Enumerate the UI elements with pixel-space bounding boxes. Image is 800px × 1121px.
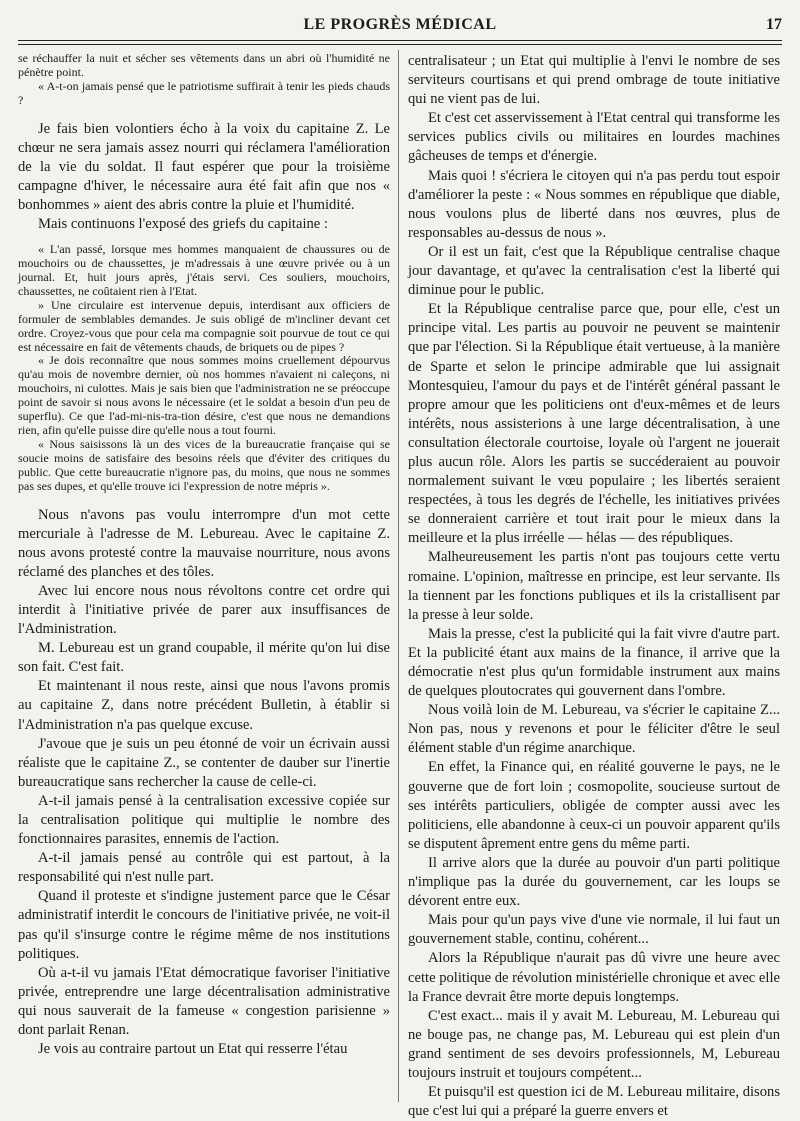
column-divider [398, 50, 399, 1102]
journal-title: LE PROGRÈS MÉDICAL [303, 16, 497, 33]
paragraph: Et puisqu'il est question ici de M. Lebureau militaire, disons que c'est lui qui a préparé la guerre envers et [408, 1084, 780, 1120]
header-rule-thin [18, 44, 782, 45]
paragraph: M. Lebureau est un grand coupable, il mérite qu'on lui dise son fait. C'est fait. [18, 640, 390, 676]
paragraph: Où a-t-il vu jamais l'Etat démocratique favoriser l'initiative privée, entreprendre une large décentralisation administrative qui nous sauverait de la fameuse « congestion parisienne » dont parlait Renan. [18, 964, 390, 1039]
paragraph: centralisateur ; un Etat qui multiplie à l'envi le nombre de ses serviteurs courtisans et qui prend ombrage de toute initiative qui ne vient pas de lui. [408, 53, 780, 108]
paragraph: Or il est un fait, c'est que la République centralise chaque jour davantage, et qu'avec la centralisation c'est la liberté qui diminue pour le public. [408, 243, 780, 299]
paragraph: « Je dois reconnaître que nous sommes moins cruellement dépourvus qu'au mois de novembre dernier, où nos hommes n'avaient ni caleçons, ni mouchoirs, ni culottes. Mais je sais bien que l'administration ne se préoccupe point de savoir si nous avons le nécessaire (et le soldat a besoin d'un peu de superflu). Ce que l'ad-mi-nis-tra-tion désire, c'est que nous ne demandions rien, afin qu'elle puisse dire qu'elle nous a tout fourni. [18, 353, 390, 437]
paragraph: Et maintenant il nous reste, ainsi que nous l'avons promis au capitaine Z, dans notre précédent Bulletin, à établir si l'Administration n'a pas quelque excuse. [18, 678, 390, 733]
left-column [18, 52, 390, 1104]
paragraph: « Nous saisissons là un des vices de la bureaucratie française qui se soucie moins de satisfaire des besoins réels que d'éviter des critiques du public. Que cette bureaucratie n'ignore pas, du moins, que nous ne sommes pas ses dupes, et qu'elle trouve ici l'expression de notre mépris ». [18, 436, 390, 493]
page-number: 17 [766, 16, 782, 33]
paragraph: A-t-il jamais pensé à la centralisation excessive copiée sur la centralisation politique qui multiplie le nombre des fonctionnaires parasites, ennemis de l'action. [18, 792, 390, 848]
paragraph: Je fais bien volontiers écho à la voix du capitaine Z. Le chœur ne sera jamais assez nourri qui réclamera l'amélioration de la vie du soldat. Il faut espérer que pour la troisième campagne d'hiver, le nécessaire aura été fait afin que nos « bonhommes » aient des abris contre la pluie et l'humidité. [18, 120, 390, 213]
page-header [18, 14, 782, 40]
paragraph: se réchauffer la nuit et sécher ses vêtements dans un abri où l'humidité ne pénètre point. [18, 51, 390, 79]
paragraph: Nous n'avons pas voulu interrompre d'un mot cette mercuriale à l'adresse de M. Lebureau. Avec le capitaine Z. nous avons protesté contre la mauvaise nourriture, nous avons réclamé des planches et des tôles. [18, 506, 390, 580]
paragraph: J'avoue que je suis un peu étonné de voir un écrivain aussi réaliste que le capitaine Z., se contenter de dauber sur l'inertie bureaucratique sans rechercher la cause de celle-ci. [18, 735, 390, 790]
paragraph: Mais continuons l'exposé des griefs du capitaine : [38, 216, 328, 233]
paragraph: Nous voilà loin de M. Lebureau, va s'écrier le capitaine Z... Non pas, nous y revenons et pour le féliciter d'être le seul élément stable d'un régime anarchique. [408, 702, 780, 757]
header-rule [18, 40, 782, 41]
paragraph: Avec lui encore nous nous révoltons contre cet ordre qui interdit à l'initiative privée de parer aux insuffisances de l'Administration. [18, 582, 390, 638]
paragraph: Il arrive alors que la durée au pouvoir d'un parti politique n'implique pas la durée du gouvernement, car les loups se dévorent entre eux. [408, 854, 780, 910]
paragraph: Mais pour qu'un pays vive d'une vie normale, il lui faut un gouvernement stable, continu, cohérent... [408, 912, 780, 948]
paragraph: Et la République centralise parce que, pour elle, c'est un principe vital. Les partis au pouvoir ne peuvent se maintenir que par l'élection. Si la République était vertueuse, à la manière de Sparte et selon le principe admirable que lui assignait Montesquieu, l'amour du pays et de l'intérêt général passant le propre amour que les politiciens ont d'eux-mêmes et de leurs intérêts, nous assisterions à une large décentralisation, à une consultation électorale courtoise, loyale où l'argent ne jouerait plus aucun rôle. Alors les partis se succéderaient au pouvoir normalement suivant le vœu populaire ; les libertés seraient respectées, à tous les degrés de l'échelle, les initiatives privées se donneraient carrière et tout irait pour le mieux dans la meilleure et la plus irréelle — hélas — des républiques. [408, 301, 780, 547]
paragraph: Alors la République n'aurait pas dû vivre une heure avec cette politique de révolution ministérielle chronique et avec elle la France devrait être morte depuis longtemps. [408, 950, 780, 1005]
paragraph: C'est exact... mais il y avait M. Lebureau, M. Lebureau qui ne bouge pas, ne change pas, M. Lebureau qui est plein d'un grand sentiment de ses devoirs professionnels, M, Lebureau toujours instruit et toujours compétent... [408, 1007, 780, 1081]
paragraph: « A-t-on jamais pensé que le patriotisme suffirait à tenir les pieds chauds ? [18, 78, 390, 107]
paragraph: « L'an passé, lorsque mes hommes manquaient de chaussures ou de mouchoirs ou de chaussettes, je m'adressais à une œuvre privée ou à un journal. Et, huit jours après, j'étais servi. Ces souliers, mouchoirs, chaussettes, ne coûtaient rien à l'Etat. [18, 242, 390, 298]
paragraph: Mais quoi ! s'écriera le citoyen qui n'a pas perdu tout espoir d'améliorer la peste : « Nous sommes en république que diable, nous voulons plus de liberté dans nos œuvres, plus de responsables au-dessus de nous ». [408, 167, 780, 241]
paragraph: En effet, la Finance qui, en réalité gouverne le pays, ne le gouverne que de fort loin ; cosmopolite, soucieuse surtout de ses intérêts particuliers, obligée de compter aussi avec les politiciens, elle abandonne à ceux-ci un pouvoir apparent qu'ils se disputent âprement entre gens du même parti. [408, 759, 780, 852]
paragraph: Mais la presse, c'est la publicité qui la fait vivre d'autre part. Et la publicité étant aux mains de la finance, il arrive que la démocratie n'est plus qu'un formidable instrument aux mains de quelques ploutocrates qui gouvernent dans l'ombre. [408, 625, 780, 700]
paragraph: Et c'est cet asservissement à l'Etat central qui transforme les services publics civils ou militaires en lourdes machines gâcheuses de temps et d'énergie. [408, 110, 780, 165]
paragraph: Malheureusement les partis n'ont pas toujours cette vertu romaine. L'opinion, maîtresse en principe, est leur servante. Ils la tiennent par les fonctions publiques et ils la cristallisent par la presse à leur solde. [408, 549, 780, 623]
right-column [408, 52, 780, 1120]
paragraph: A-t-il jamais pensé au contrôle qui est partout, à la responsabilité qui n'est nulle part. [18, 850, 390, 886]
paragraph: » Une circulaire est intervenue depuis, interdisant aux officiers de formuler de semblables demandes. Je suis obligé de m'incliner devant cet ordre. Croyez-vous que pour cela ma compagnie soit pourvue de tout ce qui est nécessaire en fait de vêtements chauds, de briquets ou de pipes ? [18, 297, 390, 354]
paragraph: Je vois au contraire partout un Etat qui resserre l'étau [38, 1041, 348, 1058]
paragraph: Quand il proteste et s'indigne justement parce que le César administratif interdit le concours de l'initiative privée, ne voit-il pas qu'il s'insurge contre le régime même de nos institutions politiques. [18, 888, 390, 962]
